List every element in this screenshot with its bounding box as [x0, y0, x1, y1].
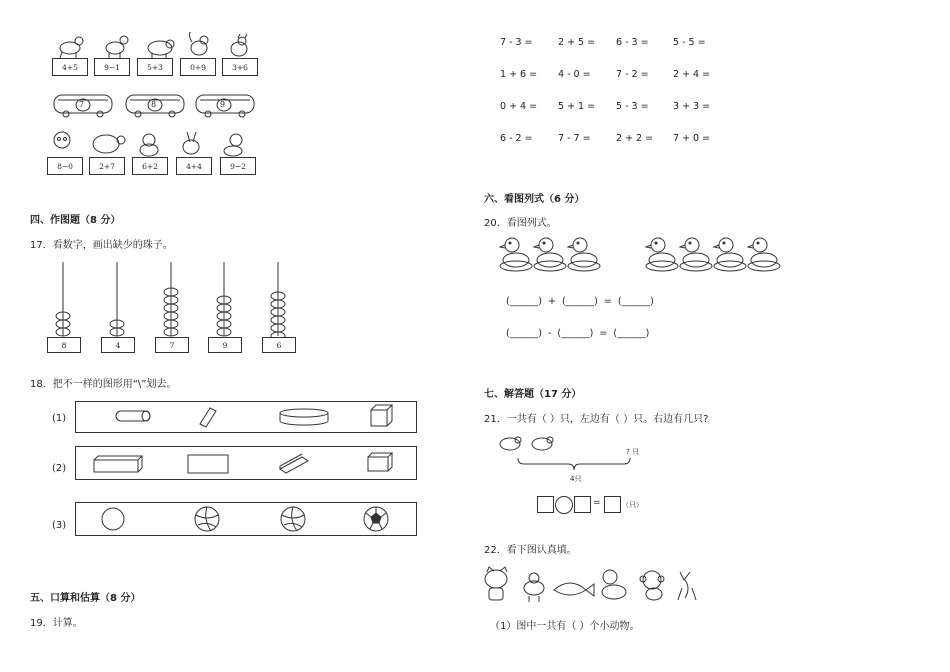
calc-expr: 6 - 2 =: [500, 133, 533, 144]
animals-figure: [482, 566, 704, 604]
question-mark-label: ? 只: [626, 448, 639, 456]
shape-row-2-shapes: [76, 447, 416, 479]
calc-expr: 2 + 2 =: [616, 133, 654, 144]
calc-expr: 2 + 4 =: [673, 69, 711, 80]
answer-box-1[interactable]: [537, 496, 554, 513]
total-label: 4只: [570, 475, 582, 483]
calc-expr: 7 + 0 =: [673, 133, 711, 144]
animal-card-2: 9−1: [94, 58, 130, 76]
q17-text: 17．看数字，画出缺少的珠子。: [30, 240, 173, 251]
calc-expr: 6 - 3 =: [616, 37, 649, 48]
animal-card-5: 3+6: [222, 58, 258, 76]
shape-row-2: [75, 446, 417, 480]
q22-text: 22．看下图认真填。: [484, 545, 577, 556]
q21-text: 21．一共有（ ）只，左边有（ ）只。右边有几只?: [484, 414, 709, 425]
pet-card-2: 2+7: [89, 157, 125, 175]
abacus-label-4: 9: [208, 337, 242, 353]
calc-expr: 4 - 0 =: [558, 69, 591, 80]
bus-number-1: 7: [79, 100, 85, 109]
ducks-figure: [498, 234, 783, 276]
bus-number-2: 8: [151, 100, 157, 109]
abacus-label-3: 7: [155, 337, 189, 353]
abacus-label-2: 4: [101, 337, 135, 353]
pet-card-3: 6+2: [132, 157, 168, 175]
unit-label: （只）: [622, 501, 643, 509]
calc-expr: 5 - 5 =: [673, 37, 706, 48]
calc-expr: 2 + 5 =: [558, 37, 596, 48]
pet-icons: [48, 130, 258, 158]
calc-expr: 5 - 3 =: [616, 101, 649, 112]
section5-title: 五、口算和估算（8 分）: [30, 593, 141, 604]
calc-expr: 1 + 6 =: [500, 69, 538, 80]
animal-card-1: 4+5: [52, 58, 88, 76]
q22-1-text: （1）图中一共有（ ）个小动物。: [490, 621, 640, 632]
q18-text: 18．把不一样的图形用“\”划去。: [30, 379, 177, 390]
calc-expr: 7 - 3 =: [500, 37, 533, 48]
shape-row-3-shapes: [76, 503, 416, 535]
animal-card-3: 5+3: [137, 58, 173, 76]
abacus-label-1: 8: [47, 337, 81, 353]
q20-text: 20．看图列式。: [484, 218, 557, 229]
row-label-3: (3): [52, 520, 67, 531]
pet-card-5: 9−2: [220, 157, 256, 175]
calc-expr: 0 + 4 =: [500, 101, 538, 112]
section7-title: 七、解答题（17 分）: [484, 389, 582, 400]
animal-card-4: 0+9: [180, 58, 216, 76]
operator-circle[interactable]: [555, 496, 573, 514]
answer-box-2[interactable]: [574, 496, 591, 513]
calc-expr: 7 - 7 =: [558, 133, 591, 144]
equals-sign: =: [593, 498, 601, 508]
bus-number-3: 9: [220, 100, 226, 109]
abacus-figure: [40, 258, 310, 338]
shape-row-1-shapes: [76, 402, 416, 432]
calc-expr: 5 + 1 =: [558, 101, 596, 112]
answer-box-3[interactable]: [604, 496, 621, 513]
animal-icons: [52, 32, 262, 58]
row-label-1: (1): [52, 413, 67, 424]
section6-title: 六、看图列式（6 分）: [484, 194, 585, 205]
section4-title: 四、作图题（8 分）: [30, 215, 121, 226]
abacus-label-5: 6: [262, 337, 296, 353]
calc-expr: 3 + 3 =: [673, 101, 711, 112]
shape-row-1: [75, 401, 417, 433]
pet-card-4: 4+4: [176, 157, 212, 175]
calc-expr: 7 - 2 =: [616, 69, 649, 80]
shape-row-3: [75, 502, 417, 536]
row-label-2: (2): [52, 463, 67, 474]
q19-text: 19．计算。: [30, 618, 83, 629]
equation-add[interactable]: (______) + (______) = (______): [506, 296, 654, 307]
pet-card-1: 8−0: [47, 157, 83, 175]
equation-subtract[interactable]: (______) - (______) = (______): [506, 328, 650, 339]
